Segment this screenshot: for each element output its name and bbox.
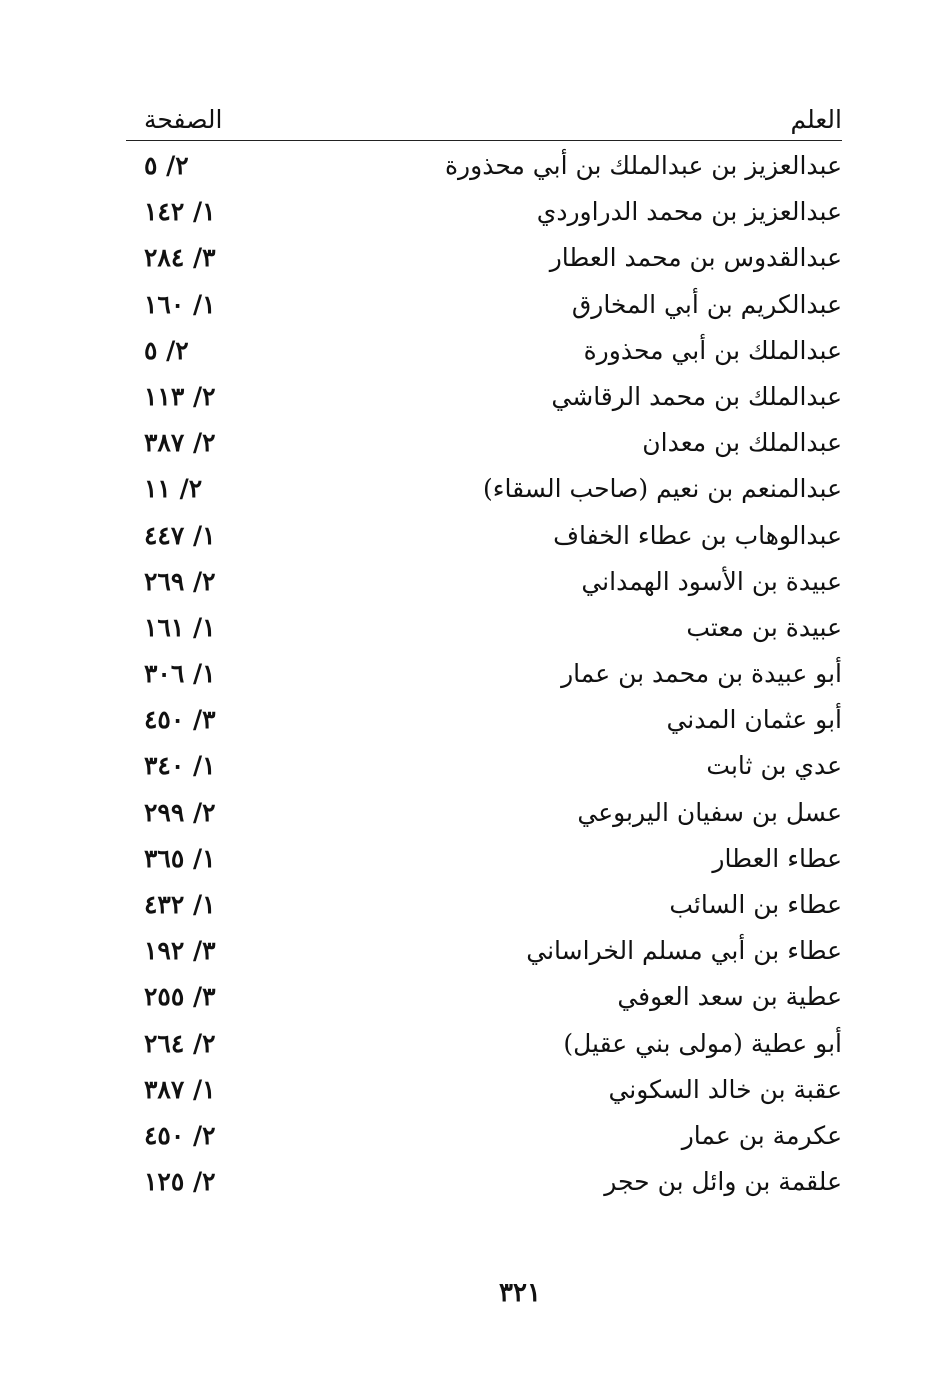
index-row [126,976,842,1022]
index-list [126,145,842,1207]
entry-page-ref: ١/ ٤٣٢ [144,890,216,919]
entry-name: أبو عبيدة بن محمد بن عمار [561,659,842,689]
entry-name: عسل بن سفيان اليربوعي [577,797,842,827]
index-row [126,884,842,930]
entry-page-ref: ١/ ٣٠٦ [144,659,216,689]
entry-name: عبدالملك بن معدان [642,428,842,458]
column-header-name: العلم [790,105,842,134]
entry-name: عطاء بن أبي مسلم الخراساني [526,936,842,966]
page-number: ٣٢١ [499,1278,541,1308]
index-row [126,930,842,976]
entry-page-ref: ١/ ١٤٢ [144,197,216,227]
entry-name: عبيدة بن الأسود الهمداني [581,566,842,596]
index-row [126,561,842,607]
entry-page-ref: ٢/ ١١٣ [144,381,216,411]
entry-name: علقمة بن وائل بن حجر [604,1167,842,1197]
entry-page-ref: ٢/ ٢٩٩ [144,797,216,827]
index-row [126,653,842,699]
index-row [126,838,842,884]
entry-page-ref: ١/ ٤٤٧ [144,520,216,550]
index-row [126,1161,842,1207]
index-row [126,191,842,237]
index-row [126,284,842,330]
entry-page-ref: ٢/ ١٢٥ [144,1167,216,1197]
index-row [126,330,842,376]
table-header [126,100,842,141]
entry-page-ref: ٢/ ٢٦٩ [144,566,216,596]
entry-name: عدي بن ثابت [706,751,842,781]
index-row [126,699,842,745]
entry-page-ref: ١/ ٣٦٥ [144,843,216,873]
index-row [126,1023,842,1069]
index-row [126,376,842,422]
entry-name: عبدالعزيز بن محمد الدراوردي [536,197,842,227]
index-row [126,1069,842,1115]
entry-name: عبدالملك بن أبي محذورة [583,335,842,365]
index-row [126,468,842,514]
entry-name: عبدالكريم بن أبي المخارق [571,289,842,319]
entry-page-ref: ٢/ ٣٨٧ [144,428,216,458]
index-row [126,237,842,283]
entry-name: عبدالوهاب بن عطاء الخفاف [553,520,842,550]
entry-name: أبو عطية (مولى بني عقيل) [563,1028,842,1058]
entry-name: عبدالملك بن محمد الرقاشي [551,381,842,411]
entry-name: عقبة بن خالد السكوني [608,1074,842,1104]
column-header-page: الصفحة [144,105,223,134]
entry-name: عبدالمنعم بن نعيم (صاحب السقاء) [482,474,842,504]
entry-name: عطاء العطار [712,843,842,873]
entry-page-ref: ١/ ١٦١ [144,612,216,642]
entry-name: عبدالقدوس بن محمد العطار [549,243,842,273]
entry-name: عكرمة بن عمار [681,1120,842,1150]
entry-page-ref: ٢/ ٤٥٠ [144,1120,216,1150]
index-row [126,1115,842,1161]
index-row [126,145,842,191]
index-row [126,792,842,838]
entry-page-ref: ٣/ ٢٥٥ [144,982,216,1012]
index-row [126,515,842,561]
entry-name: عطاء بن السائب [669,890,842,919]
entry-name: عبيدة بن معتب [686,612,842,642]
entry-page-ref: ١/ ٣٤٠ [144,751,216,781]
index-row [126,745,842,791]
entry-page-ref: ١/ ٣٨٧ [144,1074,216,1104]
entry-name: عطية بن سعد العوفي [617,982,842,1012]
entry-page-ref: ١/ ١٦٠ [144,289,216,319]
entry-page-ref: ٢/ ١١ [144,474,203,504]
entry-page-ref: ٢/ ٢٦٤ [144,1028,216,1058]
index-row [126,607,842,653]
entry-page-ref: ٣/ ٤٥٠ [144,705,216,735]
entry-page-ref: ٣/ ٢٨٤ [144,243,216,273]
entry-page-ref: ٢/ ٥ [144,335,189,365]
entry-name: أبو عثمان المدني [666,705,842,735]
entry-name: عبدالعزيز بن عبدالملك بن أبي محذورة [444,151,842,180]
entry-page-ref: ٣/ ١٩٢ [144,936,216,966]
entry-page-ref: ٢/ ٥ [144,151,189,180]
index-row [126,422,842,468]
